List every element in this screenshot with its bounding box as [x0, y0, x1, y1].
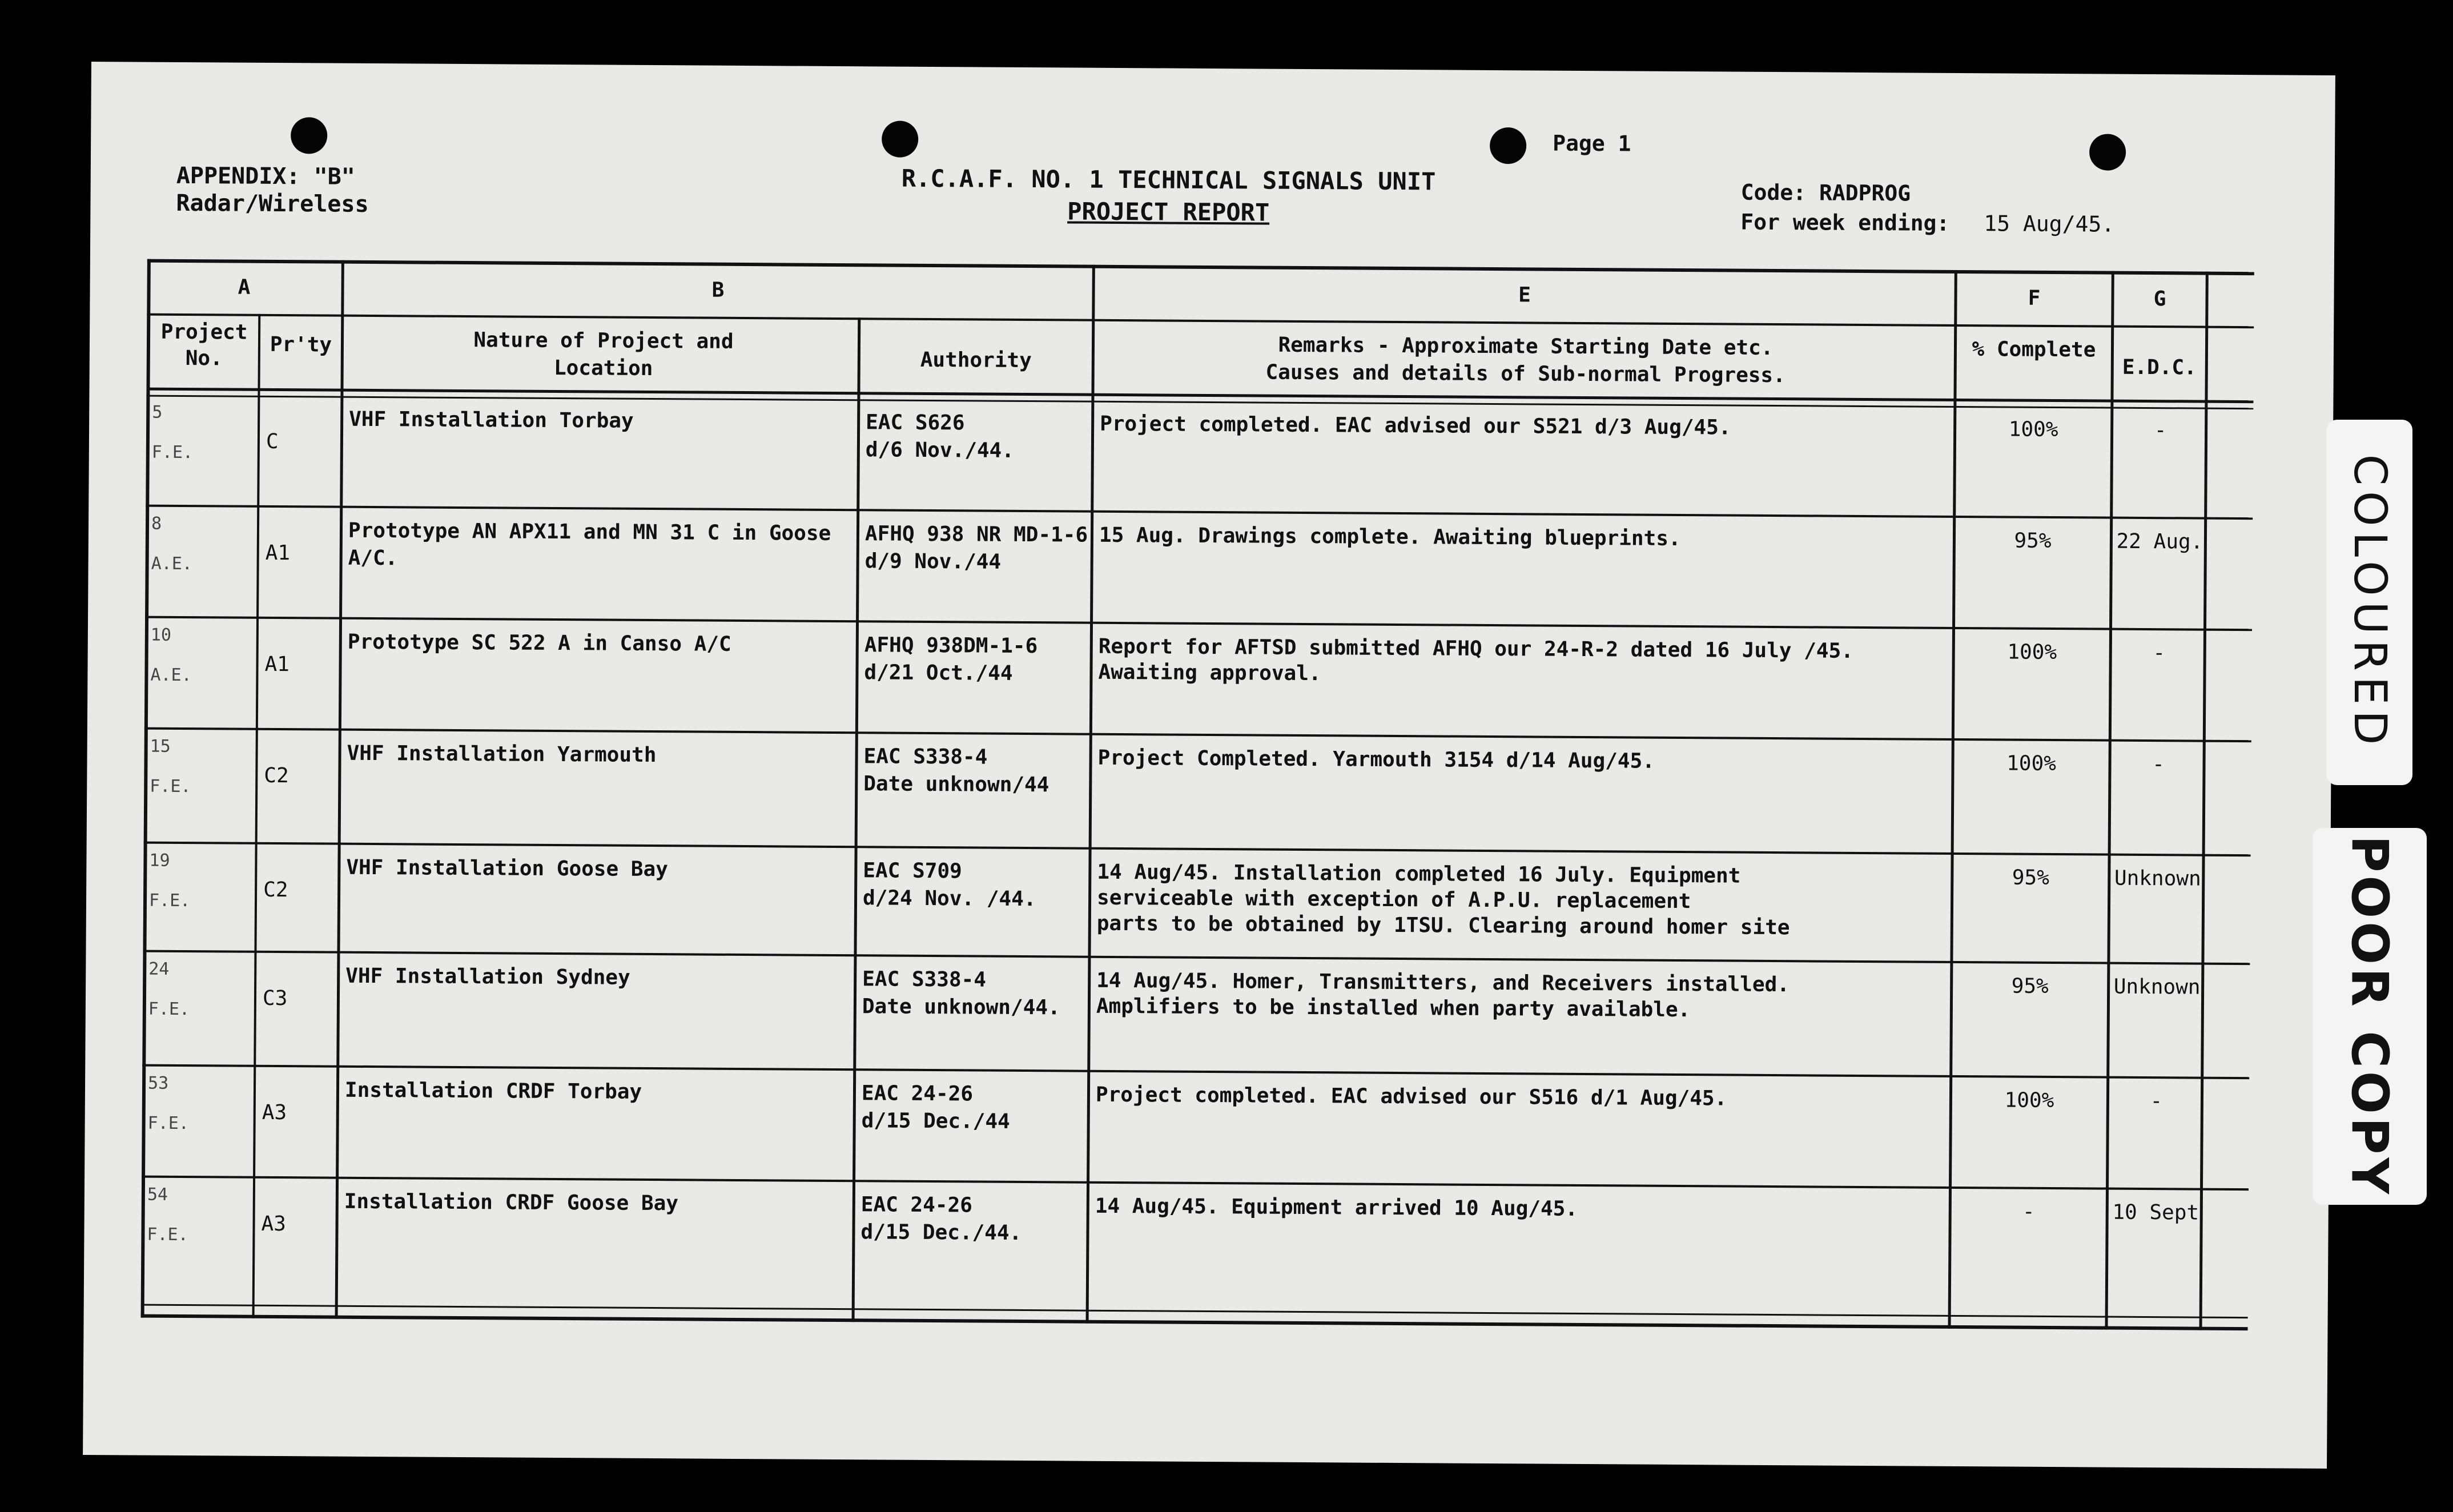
remarks-line: Awaiting approval. [1098, 660, 1321, 686]
project-section: A.E. [150, 665, 192, 686]
priority-cell: A3 [261, 1212, 287, 1236]
edc-cell: - [2154, 419, 2167, 443]
percent-complete: 100% [2004, 1088, 2054, 1113]
project-section: F.E. [150, 776, 191, 797]
project-section: F.E. [148, 890, 191, 911]
project-section: A.E. [151, 553, 192, 574]
percent-complete: 95% [2014, 529, 2052, 553]
project-nature: Prototype SC 522 A in Canso A/C [347, 630, 731, 656]
authority-line: AFHQ 938 NR MD-1-6 [864, 522, 1088, 547]
percent-complete: 100% [2006, 751, 2057, 776]
priority-cell: C2 [263, 878, 288, 902]
remarks-line: 14 Aug/45. Equipment arrived 10 Aug/45. [1095, 1194, 1578, 1221]
header-nature: Nature of Project and Location [473, 328, 734, 381]
remarks-line: Project completed. EAC advised our S521 d/3 Aug/45. [1100, 412, 1731, 440]
column-group-f: F [2028, 286, 2041, 310]
document-sheet [83, 62, 2335, 1469]
priority-cell: C [266, 429, 279, 454]
edc-cell: Unknown [2113, 975, 2201, 999]
project-section: F.E. [151, 442, 194, 463]
percent-complete: 95% [2012, 866, 2049, 890]
project-number: 24 [148, 959, 170, 979]
project-number: 10 [150, 625, 172, 645]
column-group-b: B [711, 278, 725, 302]
edc-cell: Unknown [2114, 866, 2201, 891]
report-title: R.C.A.F. NO. 1 TECHNICAL SIGNALS UNIT PROJECT REPORT [901, 164, 1436, 227]
edc-cell: - [2153, 641, 2166, 665]
remarks-line: Report for AFTSD submitted AFHQ our 24-R-2 dated 16 July /45. [1098, 634, 1853, 663]
project-number: 54 [147, 1184, 168, 1205]
header-authority: Authority [920, 348, 1032, 373]
remarks-line [1096, 1133, 1947, 1138]
project-number: 53 [147, 1073, 169, 1093]
remarks-line: parts to be obtained by 1TSU. Clearing around homer site [1096, 911, 1790, 940]
punch-hole [291, 117, 327, 154]
header-complete: % Complete [1972, 337, 2096, 362]
header-project-no: Project No. [160, 320, 248, 371]
table-rule [335, 260, 344, 1319]
column-group-a: A [238, 275, 251, 299]
project-number: 8 [151, 513, 162, 534]
project-nature: VHF Installation Sydney [345, 964, 630, 990]
project-nature: VHF Installation Goose Bay [346, 855, 669, 882]
authority-line: EAC S338-4 [863, 745, 988, 769]
project-number: 5 [152, 402, 163, 423]
header-edc: E.D.C. [2122, 355, 2197, 380]
percent-complete: - [2022, 1200, 2035, 1224]
project-section: F.E. [147, 1224, 188, 1245]
authority-line: AFHQ 938DM-1-6 [864, 633, 1038, 658]
authority-line: EAC S709 [863, 859, 962, 883]
page-number: Page 1 [1553, 130, 1631, 156]
column-group-g: G [2153, 287, 2166, 311]
edc-cell: 22 Aug. [2116, 529, 2203, 554]
authority-line: d/15 Dec./44 [861, 1109, 1010, 1133]
project-table [141, 259, 2254, 1329]
percent-complete: 95% [2011, 974, 2049, 998]
remarks-line: serviceable with exception of A.P.U. replacement [1096, 886, 1691, 914]
table-rule [852, 317, 861, 1322]
project-nature: Installation CRDF Torbay [344, 1078, 642, 1104]
project-nature: Prototype AN APX11 and MN 31 C in Goose A/C. [348, 518, 831, 570]
remarks-line: Amplifiers to be installed when party available. [1096, 994, 1691, 1022]
edc-cell: - [2150, 1089, 2163, 1113]
coloured-tag: COLOURED [2327, 420, 2412, 785]
authority-line: EAC 24-26 [861, 1081, 974, 1106]
remarks-line: 15 Aug. Drawings complete. Awaiting blueprints. [1099, 523, 1681, 551]
authority-line: EAC 24-26 [860, 1193, 972, 1217]
appendix-label: APPENDIX: "B" Radar/Wireless [176, 162, 369, 218]
remarks-line [1095, 1244, 1945, 1249]
poor-copy-tag: POOR COPY [2313, 828, 2427, 1205]
remarks-line [1097, 796, 1948, 801]
header-priority: Pr'ty [270, 332, 332, 357]
report-code: Code: RADPROG For week ending: 15 Aug/45. [1740, 179, 2115, 237]
remarks-line: Project Completed. Yarmouth 3154 d/14 Aug/45. [1097, 746, 1655, 773]
header-remarks: Remarks - Approximate Starting Date etc. Causes and details of Sub-normal Progress. [1265, 333, 1786, 388]
remarks-line [1100, 462, 1951, 467]
project-section: F.E. [147, 1113, 190, 1134]
priority-cell: A3 [262, 1100, 287, 1125]
remarks-line: Project completed. EAC advised our S516 d/1 Aug/45. [1095, 1083, 1727, 1111]
edc-cell: - [2152, 753, 2165, 777]
project-nature: Installation CRDF Goose Bay [344, 1189, 679, 1216]
project-number: 19 [149, 850, 170, 871]
priority-cell: A1 [264, 652, 290, 677]
punch-hole [2089, 134, 2126, 170]
punch-hole [1490, 127, 1526, 164]
remarks-line: 14 Aug/45. Installation completed 16 July. Equipment [1097, 860, 1741, 888]
percent-complete: 100% [2008, 417, 2058, 442]
table-rule [147, 259, 2254, 276]
percent-complete: 100% [2007, 640, 2057, 665]
project-nature: VHF Installation Torbay [349, 407, 634, 433]
authority-line: d/15 Dec./44. [860, 1220, 1022, 1245]
priority-cell: C3 [262, 986, 288, 1011]
punch-hole [882, 120, 918, 157]
project-section: F.E. [148, 999, 190, 1020]
remarks-line [1099, 573, 1950, 578]
week-ending-value: 15 Aug/45. [1984, 211, 2115, 237]
authority-line: EAC S338-4 [862, 967, 987, 992]
authority-line: d/9 Nov./44 [864, 549, 1002, 574]
authority-line: Date unknown/44. [862, 995, 1060, 1020]
edc-cell: 10 Sept [2112, 1200, 2199, 1225]
authority-line: d/21 Oct./44 [864, 661, 1013, 685]
remarks-line: 14 Aug/45. Homer, Transmitters, and Receivers installed. [1096, 968, 1790, 997]
project-number: 15 [150, 736, 171, 757]
project-nature: VHF Installation Yarmouth [347, 741, 657, 767]
authority-line: d/24 Nov. /44. [862, 886, 1036, 911]
table-rule [141, 1314, 2248, 1331]
authority-line: d/6 Nov./44. [865, 438, 1015, 463]
priority-cell: A1 [265, 541, 291, 565]
authority-line: EAC S626 [866, 411, 965, 435]
priority-cell: C2 [264, 763, 289, 788]
authority-line: Date unknown/44 [863, 772, 1049, 797]
column-group-e: E [1518, 283, 1531, 307]
